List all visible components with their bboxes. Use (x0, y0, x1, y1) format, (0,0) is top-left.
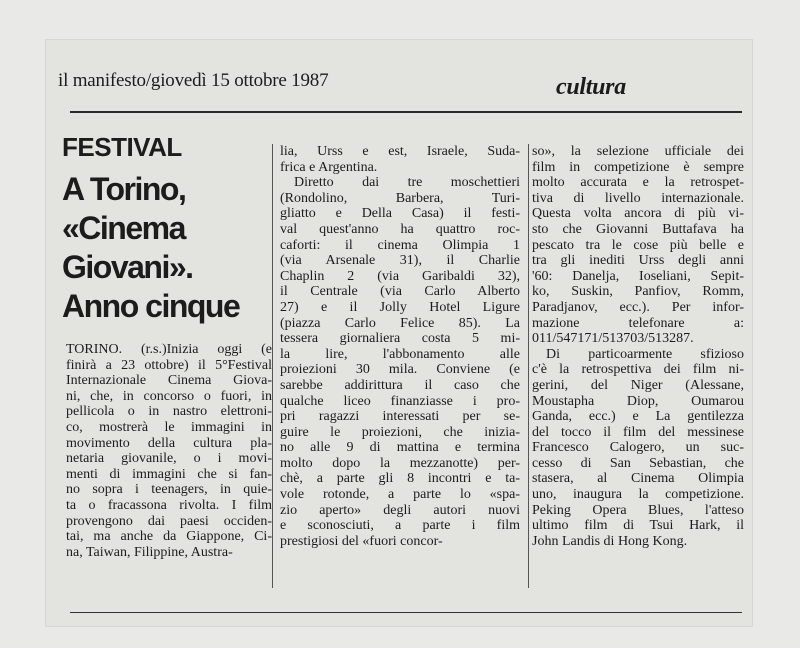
text-line: del tocco il film del messinese (532, 424, 744, 440)
article-column-1 (66, 342, 272, 560)
text-line: gerini, del Niger (Alessane, (532, 377, 744, 393)
text-line: no alle 9 di mattina e termina (280, 440, 520, 456)
text-line: gliatto e Della Casa) il festi- (280, 206, 520, 222)
text-line: tra gli inediti Urss degli anni (532, 253, 744, 269)
text-line: Francesco Calogero, un suc- (532, 440, 744, 456)
masthead-dateline: il manifesto/giovedì 15 ottobre 1987 (58, 70, 329, 91)
headline-line: «Cinema (62, 210, 185, 246)
text-line: val quest'anno ha quattro roc- (280, 221, 520, 237)
text-line: pescato tra le cose più belle e (532, 237, 744, 253)
column-divider (528, 144, 529, 588)
text-line: guire le proiezioni, che inizia- (280, 424, 520, 440)
text-line: zio aperto» degli autori nuovi (280, 502, 520, 518)
text-line: sarebbe addirittura il caso che (280, 377, 520, 393)
page-header (46, 40, 752, 112)
text-line: ni, che, in concorso o fuori, in (66, 388, 272, 404)
text-line: pellicola o in nastro elettroni- (66, 404, 272, 420)
text-line: tiva di livello internazionale. (532, 190, 744, 206)
headline-line: A Torino, (62, 171, 186, 207)
text-line: Ganda, ecc.) e La gentilezza (532, 409, 744, 425)
newspaper-clipping (46, 40, 752, 626)
text-line: finirà a 23 ottobre) il 5°Festival (66, 357, 272, 373)
kicker: FESTIVAL (62, 132, 182, 162)
text-line: proiezioni 30 mila. Conviene (e (280, 362, 520, 378)
text-line: molto accurata e la retrospet- (532, 175, 744, 191)
text-line: Diretto dai tre moschettieri (294, 175, 520, 191)
text-line: co, mostrerà le immagini in (66, 419, 272, 435)
text-line: (via Arsenale 31), il Charlie (280, 253, 520, 269)
text-line: sto che Giovanni Buttafava ha (532, 221, 744, 237)
text-line: qualche liceo finanziasse i pro- (280, 393, 520, 409)
text-line: (Rondolino, Barbera, Turi- (280, 190, 520, 206)
text-line: frica e Argentina. (280, 159, 378, 175)
text-line: caforti: il cinema Olimpia 1 (280, 237, 520, 253)
headline-line: Giovani». (62, 249, 193, 285)
article-column-3 (532, 144, 744, 549)
header-rule (70, 111, 742, 113)
text-line: no sopra i teenagers, in quie- (66, 482, 272, 498)
text-line: ko, Suskin, Panfiov, Romm, (532, 284, 744, 300)
text-line: Questa volta ancora di più vi- (532, 206, 744, 222)
article-column-2 (280, 144, 520, 549)
text-line: '60: Danelja, Ioseliani, Sepit- (532, 268, 744, 284)
text-line: molto dopo la mezzanotte) per- (280, 455, 520, 471)
text-line: Peking Opera Blues, l'atteso (532, 502, 744, 518)
text-line: la lire, l'abbonamento alle (280, 346, 520, 362)
section-label: cultura (556, 74, 626, 100)
text-line: netaria giovanile, o i movi- (66, 451, 272, 467)
text-line: vole rotonde, a parte lo «spa- (280, 487, 520, 503)
text-line: film in competizione è sempre (532, 159, 744, 175)
text-line: pri ragazzi interessati per se- (280, 409, 520, 425)
text-line: Moustapha Diop, Oumarou (532, 393, 744, 409)
text-line: 27) e il Jolly Hotel Ligure (280, 299, 520, 315)
text-line: e sconosciuti, a parte i film (280, 518, 520, 534)
text-line: Internazionale Cinema Giova- (66, 373, 272, 389)
headline (62, 170, 272, 326)
text-line: ultimo film di Tsui Hark, il (532, 518, 744, 534)
text-line: il Centrale (via Carlo Alberto (280, 284, 520, 300)
text-line: mazione telefonare a: (532, 315, 744, 331)
text-line: Paradjanov, ecc.). Per infor- (532, 299, 744, 315)
text-line: uno, inaugura la competizione. (532, 487, 744, 503)
text-line: movimento della cultura pla- (66, 435, 272, 451)
text-line: so», la selezione ufficiale dei (532, 144, 744, 159)
text-line: prestigiosi del «fuori concor- (280, 533, 443, 549)
text-line: stasera, al Cinema Olimpia (532, 471, 744, 487)
text-line: chè, a parte gli 8 incontri e ta- (280, 471, 520, 487)
text-line: c'è la retrospettiva dei film ni- (532, 362, 744, 378)
text-line: TORINO. (r.s.)Inizia oggi (e (66, 342, 272, 357)
headline-line: Anno cinque (62, 288, 240, 324)
text-line: na, Taiwan, Filippine, Austra- (66, 544, 233, 560)
text-line: 011/547171/513703/513287. (532, 331, 694, 347)
text-line: tessera giornaliera costa 5 mi- (280, 331, 520, 347)
text-line: cesso di San Sebastian, che (532, 455, 744, 471)
text-line: ta o fracassona rivolta. I film (66, 497, 272, 513)
text-line: tai, ma anche da Giappone, Ci- (66, 529, 272, 545)
footer-rule (70, 612, 742, 613)
text-line: Chaplin 2 (via Garibaldi 32), (280, 268, 520, 284)
text-line: menti di immagini che si fan- (66, 466, 272, 482)
text-line: lia, Urss e est, Israele, Suda- (280, 144, 520, 159)
text-line: (piazza Carlo Felice 85). La (280, 315, 520, 331)
text-line: Di particoarmente sfizioso (546, 346, 744, 362)
text-line: provengono dai paesi occiden- (66, 513, 272, 529)
text-line: John Landis di Hong Kong. (532, 533, 688, 549)
column-divider (272, 144, 273, 588)
